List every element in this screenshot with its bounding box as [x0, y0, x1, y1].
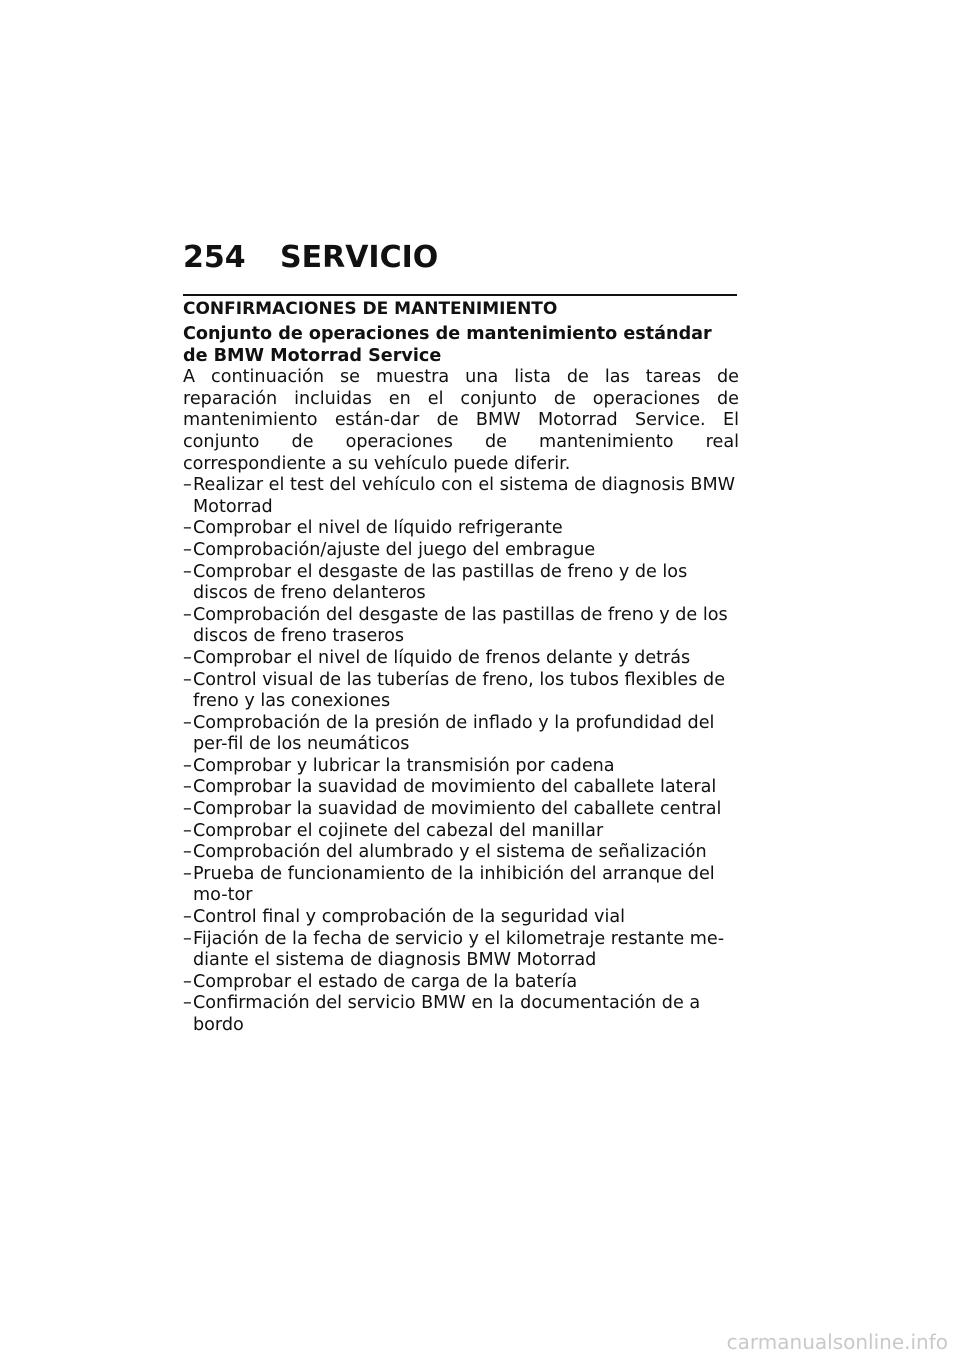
task-text: Comprobación del desgaste de las pastillas de freno y de los discos de freno traseros — [193, 604, 728, 647]
task-item — [183, 799, 739, 821]
dash-bullet: – — [183, 907, 192, 928]
task-item — [183, 562, 739, 605]
dash-bullet: – — [183, 777, 192, 798]
task-item — [183, 842, 739, 864]
task-text: Comprobar el cojinete del cabezal del manillar — [193, 820, 604, 841]
task-text: Comprobar el estado de carga de la batería — [193, 971, 578, 992]
task-text: Comprobación/ajuste del juego del embrague — [193, 539, 596, 560]
chapter-title: SERVICIO — [280, 240, 439, 275]
dash-bullet: – — [183, 755, 192, 776]
dash-bullet: – — [183, 863, 192, 884]
task-text: Fijación de la fecha de servicio y el kilometraje restante me-diante el sistema de diagnosis BMW Motorrad — [193, 928, 725, 971]
task-item — [183, 993, 739, 1036]
watermark: carmanualsonline.info — [726, 1330, 948, 1354]
task-item — [183, 864, 739, 907]
task-text: Control visual de las tuberías de freno, los tubos flexibles de freno y las conexiones — [193, 669, 726, 712]
task-text: Comprobar y lubricar la transmisión por cadena — [193, 755, 615, 776]
task-item — [183, 475, 739, 518]
task-text: Realizar el test del vehículo con el sistema de diagnosis BMW Motorrad — [193, 475, 736, 517]
dash-bullet: – — [183, 475, 192, 496]
dash-bullet: – — [183, 604, 192, 625]
task-text: Comprobación del alumbrado y el sistema de señalización — [193, 842, 707, 863]
task-item — [183, 518, 739, 540]
task-item — [183, 670, 739, 713]
task-item — [183, 713, 739, 756]
dash-bullet: – — [183, 712, 192, 733]
task-text: Confirmación del servicio BMW en la documentación de a bordo — [193, 993, 701, 1035]
task-text: Comprobar la suavidad de movimiento del caballete lateral — [193, 777, 717, 798]
task-list — [183, 475, 739, 1036]
dash-bullet: – — [183, 993, 192, 1014]
dash-bullet: – — [183, 669, 192, 690]
task-text: Comprobar la suavidad de movimiento del caballete central — [193, 799, 722, 820]
page-header — [183, 240, 438, 275]
task-item — [183, 929, 739, 972]
dash-bullet: – — [183, 971, 192, 992]
dash-bullet: – — [183, 539, 192, 560]
task-item — [183, 777, 739, 799]
task-item — [183, 821, 739, 843]
section-content — [183, 324, 739, 1037]
task-item — [183, 648, 739, 670]
dash-bullet: – — [183, 928, 192, 949]
dash-bullet: – — [183, 561, 192, 582]
task-text: Control final y comprobación de la seguridad vial — [193, 907, 626, 928]
task-text: Prueba de funcionamiento de la inhibición del arranque del mo-tor — [193, 863, 715, 906]
dash-bullet: – — [183, 799, 192, 820]
header-divider — [183, 294, 737, 296]
task-item — [183, 907, 739, 929]
sub-heading: Conjunto de operaciones de mantenimiento estándar de BMW Motorrad Service — [183, 324, 712, 366]
intro-paragraph: A continuación se muestra una lista de las tareas de reparación incluidas en el conjunto de operaciones de mantenimiento están-dar de BMW Motorrad Service. El conjunto de operaciones de mantenimiento real correspondiente a su vehículo puede diferir. — [183, 367, 739, 474]
dash-bullet: – — [183, 518, 192, 539]
task-item — [183, 605, 739, 648]
task-text: Comprobar el nivel de líquido refrigerante — [193, 518, 563, 539]
task-text: Comprobación de la presión de inflado y la profundidad del per-fil de los neumáticos — [193, 712, 715, 755]
task-item — [183, 972, 739, 994]
dash-bullet: – — [183, 647, 192, 668]
page-number: 254 — [183, 240, 246, 275]
dash-bullet: – — [183, 842, 192, 863]
task-text: Comprobar el nivel de líquido de frenos delante y detrás — [193, 647, 691, 668]
task-text: Comprobar el desgaste de las pastillas de freno y de los discos de freno delanteros — [193, 561, 688, 604]
dash-bullet: – — [183, 820, 192, 841]
task-item — [183, 540, 739, 562]
task-item — [183, 756, 739, 778]
section-heading: CONFIRMACIONES DE MANTENIMIENTO — [183, 299, 558, 319]
